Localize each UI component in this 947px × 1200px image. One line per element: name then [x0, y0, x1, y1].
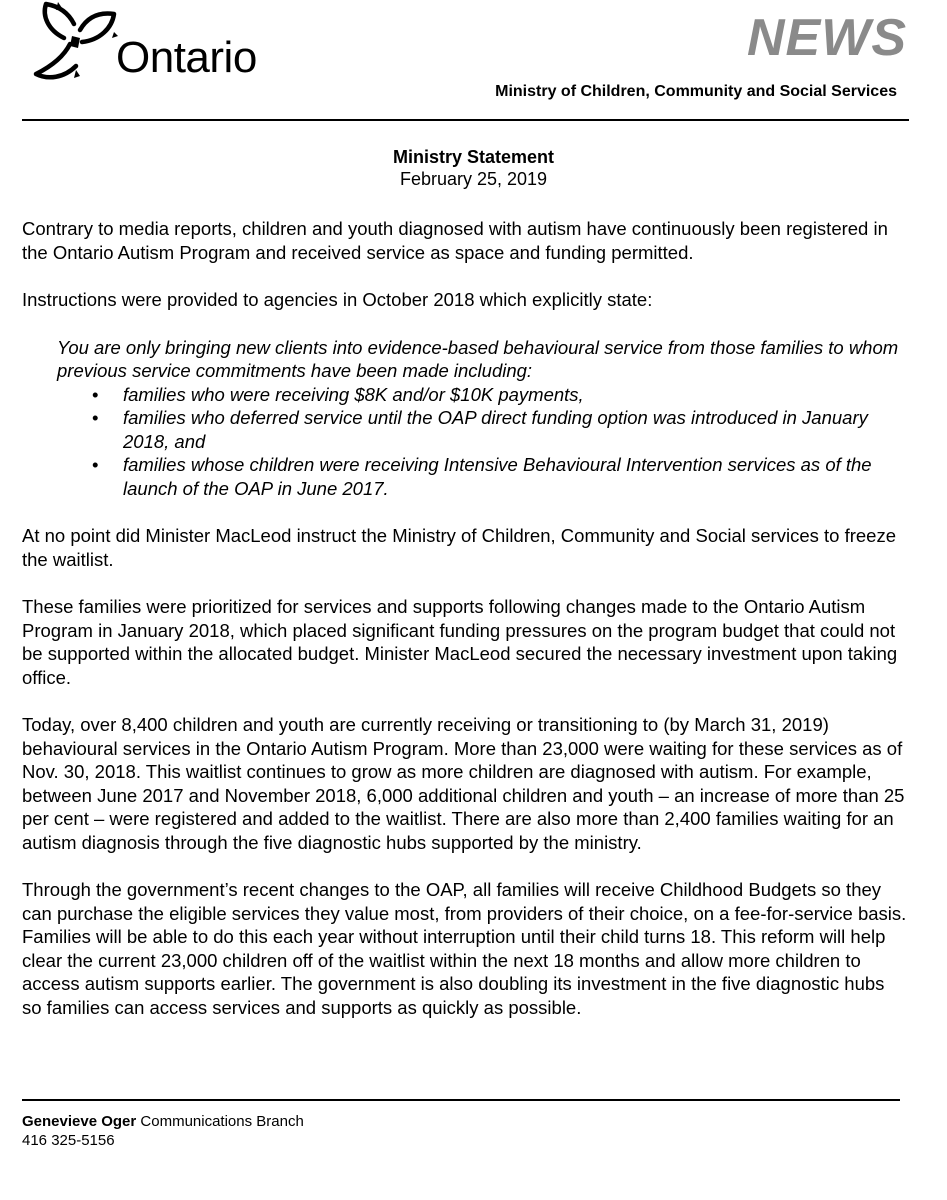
statement-body: [22, 217, 907, 1043]
paragraph-2: Instructions were provided to agencies in October 2018 which explicitly state:: [22, 289, 653, 310]
footer-divider: [22, 1099, 900, 1101]
list-item-text: families whose children were receiving Intensive Behavioural Intervention services as of the launch of the OAP in June 2017.: [123, 454, 872, 499]
paragraph-6: Through the government’s recent changes to the OAP, all families will receive Childhood Budgets so they can purchase the eligible services they value most, from providers of their choice, on a fee-for-service basis. Families will be able to do this each year without interruption until their child turns 18. This reform will help clear the current 23,000 children off of the waitlist within the next 18 months and allow more children to access autism supports earlier. The government is also doubling its investment in the five diagnostic hubs so families can access services and supports as quickly as possible.: [22, 879, 907, 1018]
bullet-icon: •: [92, 407, 99, 428]
trillium-icon: [28, 0, 120, 86]
paragraph-5: Today, over 8,400 children and youth are currently receiving or transitioning to (by March 31, 2019) behavioural services in the Ontario Autism Program. More than 23,000 were waiting for these services as of Nov. 30, 2018. This waitlist continues to grow as more children are diagnosed with autism. For example, between June 2017 and November 2018, 6,000 additional children and youth – an increase of more than 25 per cent – were registered and added to the waitlist. There are also more than 2,400 families waiting for an autism diagnosis through the five diagnostic hubs supported by the ministry.: [22, 714, 905, 853]
instruction-quote: [57, 336, 907, 501]
header-divider: [22, 119, 909, 121]
list-item-text: families who deferred service until the OAP direct funding option was introduced in January 2018, and: [123, 407, 868, 452]
paragraph-1: Contrary to media reports, children and youth diagnosed with autism have continuously been registered in the Ontario Autism Program and received service as space and funding permitted.: [22, 218, 888, 263]
ontario-logo: [28, 0, 298, 92]
statement-title: Ministry Statement: [392, 147, 555, 167]
news-heading: NEWS: [747, 9, 907, 67]
list-item: [57, 406, 907, 453]
statement-date: February 25, 2019: [399, 169, 548, 189]
statement-heading: [0, 146, 947, 190]
bullet-icon: •: [92, 383, 99, 405]
contact-name: Genevieve Oger: [22, 1113, 137, 1130]
quote-lead: You are only bringing new clients into evidence-based behavioural service from those families to whom previous service commitments have been made including:: [57, 336, 899, 381]
contact-line: [22, 1112, 304, 1131]
list-item: [57, 383, 907, 407]
paragraph-3: At no point did Minister MacLeod instruct the Ministry of Children, Community and Social services to freeze the waitlist.: [22, 525, 896, 570]
ontario-wordmark: Ontario: [116, 33, 257, 82]
bullet-icon: •: [92, 454, 99, 475]
contact-footer: [22, 1112, 304, 1150]
ministry-name: Ministry of Children, Community and Social Services: [495, 83, 897, 100]
list-item: [57, 453, 907, 500]
list-item-text: families who were receiving $8K and/or $10K payments,: [123, 383, 584, 405]
contact-department: Communications Branch: [140, 1113, 304, 1130]
paragraph-4: These families were prioritized for services and supports following changes made to the Ontario Autism Program in January 2018, which placed significant funding pressures on the program budget that could not be supported within the allocated budget. Minister MacLeod secured the necessary investment upon taking office.: [22, 596, 898, 688]
contact-phone: 416 325-5156: [22, 1132, 115, 1149]
quote-list: [57, 383, 907, 501]
